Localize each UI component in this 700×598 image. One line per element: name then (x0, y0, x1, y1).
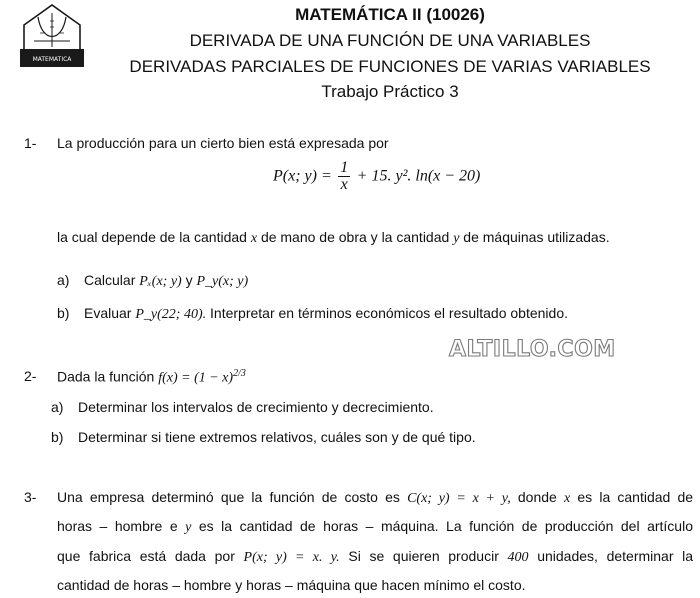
math-x: x (564, 491, 571, 506)
exercise-2a-label: a) (51, 399, 64, 415)
desc-text-a: la cual depende de la cantidad (57, 229, 247, 245)
fraction-numerator: 1 (340, 159, 349, 176)
desc-text-c: de máquinas utilizadas. (463, 229, 610, 245)
item-text: Evaluar (84, 305, 132, 321)
exercise-3-line-4: cantidad de horas – hombre y horas – máquina que hacen mínimo el costo. (57, 577, 526, 593)
math-y: y (185, 520, 192, 535)
math-cost: C(x; y) = x + y, (407, 491, 511, 506)
exercise-1-intro: La producción para un cierto bien está expresada por (57, 135, 389, 151)
exercise-1b-label: b) (57, 305, 70, 321)
doc-subtitle-3: Trabajo Práctico 3 (321, 82, 459, 101)
exercise-1-number: 1- (24, 135, 37, 151)
exercise-3-line-1 (57, 489, 693, 507)
line-text: es la cantidad de (577, 489, 694, 505)
math-py: P_y(x; y) (196, 274, 249, 289)
line-text: horas – hombre e (57, 518, 178, 534)
math-px: Pₓ(x; y) (139, 274, 182, 289)
var-x: x (250, 231, 258, 246)
exercise-1a-label: a) (57, 272, 70, 288)
line-text: es la cantidad de horas – máquina. La función de producción del artículo (198, 518, 693, 534)
exercise-2b-text: Determinar si tiene extremos relativos, cuáles son y de qué tipo. (78, 429, 476, 445)
exercise-1b-text (84, 305, 568, 323)
math-fx: f(x) = (1 − x) (158, 370, 234, 386)
math-eval: P_y(22; 40). (135, 307, 207, 322)
intro-text: Dada la función (57, 368, 155, 385)
line-text: que fabrica está dada por (57, 548, 235, 564)
exercise-1a-text (84, 272, 248, 290)
math-400: 400 (507, 550, 529, 565)
fraction-denominator: x (340, 176, 348, 193)
exercise-2b-label: b) (51, 429, 64, 445)
var-y: y (453, 231, 460, 246)
math-exponent: 2/3 (233, 368, 246, 379)
item-text: Calcular (84, 272, 136, 288)
doc-subtitle-1: DERIVADA DE UNA FUNCIÓN DE UNA VARIABLES (189, 31, 591, 50)
watermark: ALTILLO.COM (449, 337, 616, 362)
exercise-3-line-2 (57, 518, 693, 536)
line-text: unidades, determinar la (537, 548, 694, 564)
exercise-3-number: 3- (24, 489, 37, 505)
doc-subtitle-2: DERIVADAS PARCIALES DE FUNCIONES DE VARIAS VARIABLES (129, 57, 651, 76)
exercise-2a-text: Determinar los intervalos de crecimiento y decrecimiento. (78, 399, 434, 415)
line-text: Si se quieren producir (348, 548, 499, 564)
exercise-1-description (57, 229, 610, 247)
exercise-2-number: 2- (24, 368, 37, 384)
desc-text-b: de mano de obra y la cantidad (260, 229, 450, 245)
exercise-3-line-3 (57, 548, 693, 566)
exercise-1-formula (273, 160, 480, 193)
math-production: P(x; y) = x. y. (243, 550, 340, 565)
logo-caption: MATEMATICA (32, 56, 72, 63)
line-text: Una empresa determinó que la función de costo es (57, 489, 400, 505)
exercise-2-intro (57, 368, 246, 387)
item-text-2: Interpretar en términos económicos el resultado obtenido. (210, 305, 568, 321)
item-conj: y (185, 272, 193, 288)
line-text: donde (517, 489, 557, 505)
formula-right: + 15. y². ln(x − 20) (356, 167, 481, 185)
doc-title: MATEMÁTICA II (10026) (295, 5, 485, 24)
formula-left: P(x; y) = (273, 167, 332, 185)
formula-fraction (338, 160, 350, 193)
